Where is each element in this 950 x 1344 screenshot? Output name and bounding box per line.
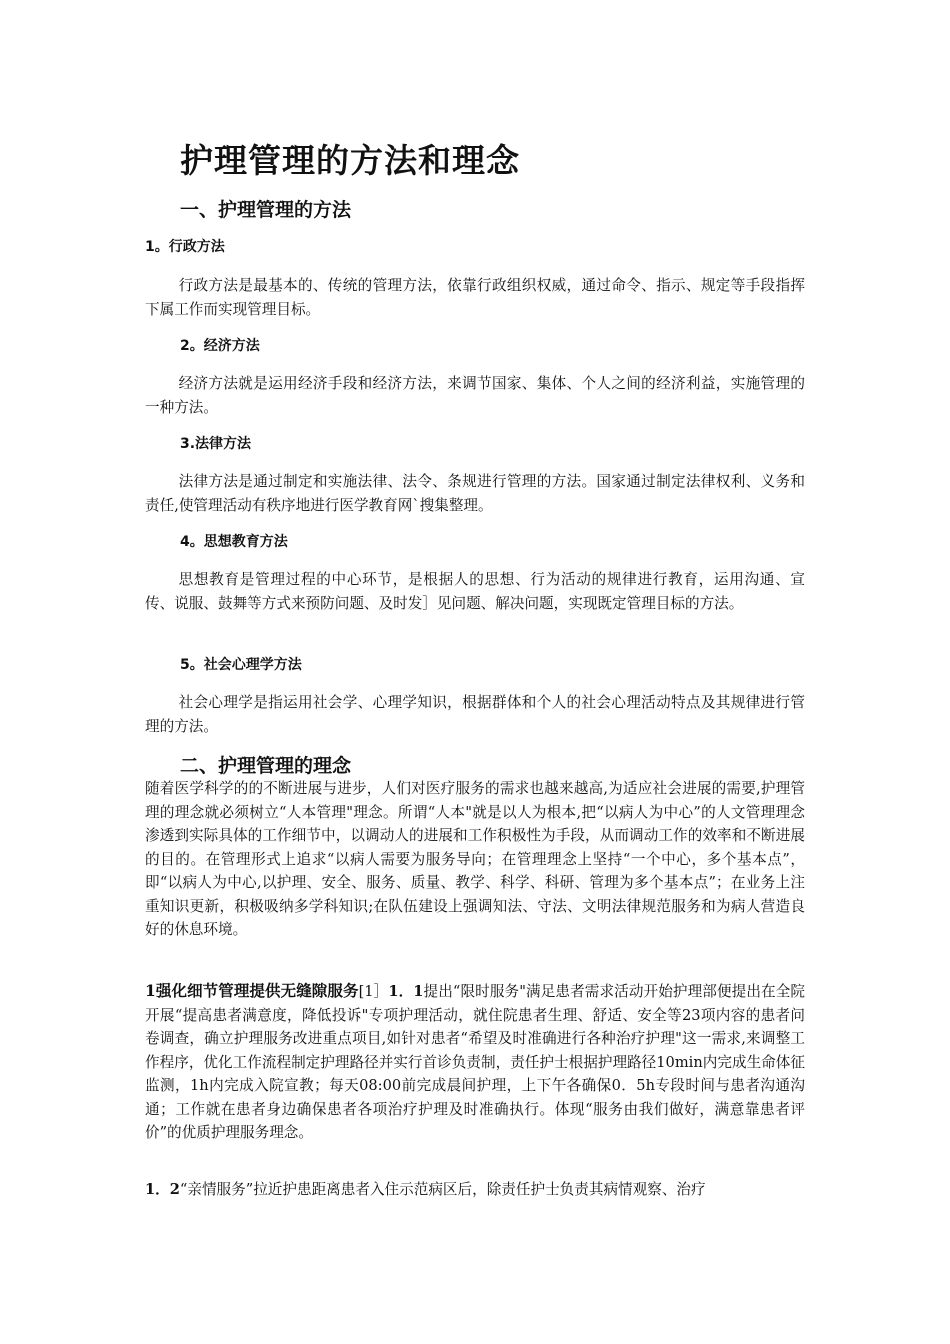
method3-text: 法律方法是通过制定和实施法律、法令、条规进行管理的方法。国家通过制定法律权利、义务和责任,使管理活动有秩序地进行医学教育网`搜集整理。 bbox=[145, 473, 805, 514]
item-1-2-text: “亲情服务”拉近护患距离患者入住示范病区后，除责任护士负责其病情观察、治疗 bbox=[179, 1181, 706, 1198]
method5-heading: 5。社会心理学方法 bbox=[180, 657, 302, 673]
method2-text: 经济方法就是运用经济手段和经济方法，来调节国家、集体、个人之间的经济利益，实施管理的一种方法。 bbox=[145, 375, 805, 416]
detail-management-heading: 1强化细节管理提供无缝隙服务 bbox=[145, 981, 359, 1000]
section1-heading: 一、护理管理的方法 bbox=[180, 199, 352, 221]
method1-heading: 1。行政方法 bbox=[145, 239, 225, 255]
method5-text: 社会心理学是指运用社会学、心理学知识，根据群体和个人的社会心理活动特点及其规律进行管理的方法。 bbox=[145, 694, 805, 735]
method2-heading: 2。经济方法 bbox=[180, 338, 260, 354]
item-1-1-text: 提出“限时服务"满足患者需求活动开始护理部便提出在全院开展“提高患者满意度，降低投诉"专项护理活动，就住院患者生理、舒适、安全等23项内容的患者问卷调查，确立护理服务改进重点项目,如针对患者“希望及时准确进行各种治疗护理"这一需求,来调整工作程序，优化工作流程制定护理路径并实行首诊负责制，责任护士根据护理路径10min内完成生命体征监测，1h内完成入院宣教；每天08:00前完成晨间护理，上下午各确保0．5h专段时间与患者沟通沟通；工作就在患者身边确保患者各项治疗护理及时准确执行。体现“服务由我们做好，满意靠患者评价”的优质护理服务理念。 bbox=[145, 983, 805, 1141]
item-number-1-2: 1．2 bbox=[145, 1181, 180, 1198]
section2-intro: 随着医学科学的的不断进展与进步，人们对医疗服务的需求也越来越高,为适应社会进展的需要,护理管理的理念就必须树立“人本管理"理念。所谓“人本"就是以人为根本,把“以病人为中心”的人文管理理念渗透到实际具体的工作细节中，以调动人的进展和工作积极性为手段，从而调动工作的效率和不断进展的目的。在管理形式上追求“以病人需要为服务导向；在管理理念上坚持“一个中心，多个基本点”，即“以病人为中心,以护理、安全、服务、质量、教学、科学、科研、管理为多个基本点”；在业务上注重知识更新，积极吸纳多学科知识;在队伍建设上强调知法、守法、文明法律规范服务和为病人营造良好的休息环境。 bbox=[145, 780, 805, 938]
family-service-paragraph bbox=[145, 1178, 805, 1202]
citation-ref: [1］ bbox=[358, 983, 389, 1000]
document-title: 护理管理的方法和理念 bbox=[180, 141, 520, 180]
method4-heading: 4。思想教育方法 bbox=[180, 534, 288, 550]
section2-heading: 二、护理管理的理念 bbox=[180, 755, 352, 777]
method1-text: 行政方法是最基本的、传统的管理方法，依靠行政组织权威，通过命令、指示、规定等手段指挥下属工作而实现管理目标。 bbox=[145, 277, 805, 318]
detail-management-paragraph bbox=[145, 979, 805, 1145]
method4-text: 思想教育是管理过程的中心环节，是根据人的思想、行为活动的规律进行教育，运用沟通、宣传、说服、鼓舞等方式来预防问题、及时发］见问题、解决问题，实现既定管理目标的方法。 bbox=[145, 571, 805, 612]
item-number-1-1: 1．1 bbox=[388, 983, 424, 1000]
method3-heading: 3.法律方法 bbox=[180, 436, 252, 452]
